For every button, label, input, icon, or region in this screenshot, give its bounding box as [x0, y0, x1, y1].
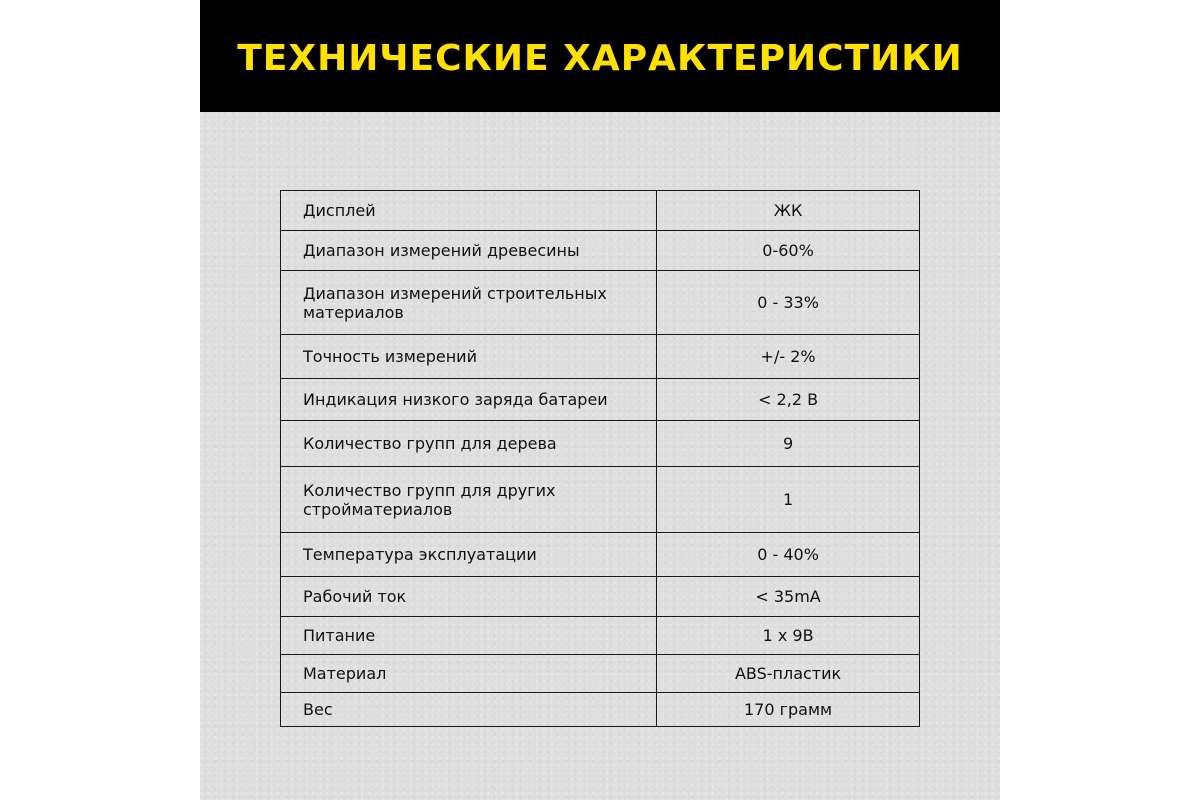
- spec-value: 0 - 33%: [657, 271, 920, 335]
- page-title: ТЕХНИЧЕСКИЕ ХАРАКТЕРИСТИКИ: [237, 37, 963, 79]
- spec-value: 1 x 9B: [657, 617, 920, 655]
- spec-param: Количество групп для других стройматериалов: [281, 467, 657, 533]
- spec-value: ЖК: [657, 191, 920, 231]
- spec-param: Диапазон измерений строительных материалов: [281, 271, 657, 335]
- spec-param: Температура эксплуатации: [281, 533, 657, 577]
- table-row: [281, 467, 920, 533]
- table-row: [281, 693, 920, 727]
- spec-value: ABS-пластик: [657, 655, 920, 693]
- spec-param: Диапазон измерений древесины: [281, 231, 657, 271]
- spec-value: 9: [657, 421, 920, 467]
- spec-param: Материал: [281, 655, 657, 693]
- specs-table: [280, 190, 920, 727]
- spec-value: 170 грамм: [657, 693, 920, 727]
- spec-value: < 35mA: [657, 577, 920, 617]
- spec-value: < 2,2 В: [657, 379, 920, 421]
- spec-param: Питание: [281, 617, 657, 655]
- spec-card: [200, 0, 1000, 800]
- table-row: [281, 335, 920, 379]
- table-row: [281, 271, 920, 335]
- table-row: [281, 533, 920, 577]
- spec-param: Вес: [281, 693, 657, 727]
- spec-value: 1: [657, 467, 920, 533]
- table-row: [281, 617, 920, 655]
- spec-param: Дисплей: [281, 191, 657, 231]
- table-row: [281, 421, 920, 467]
- spec-value: +/- 2%: [657, 335, 920, 379]
- spec-value: 0-60%: [657, 231, 920, 271]
- table-row: [281, 655, 920, 693]
- spec-param: Количество групп для дерева: [281, 421, 657, 467]
- table-row: [281, 231, 920, 271]
- spec-param: Точность измерений: [281, 335, 657, 379]
- spec-param: Рабочий ток: [281, 577, 657, 617]
- spec-param: Индикация низкого заряда батареи: [281, 379, 657, 421]
- table-row: [281, 379, 920, 421]
- table-row: [281, 191, 920, 231]
- spec-value: 0 - 40%: [657, 533, 920, 577]
- table-row: [281, 577, 920, 617]
- header-band: [200, 0, 1000, 112]
